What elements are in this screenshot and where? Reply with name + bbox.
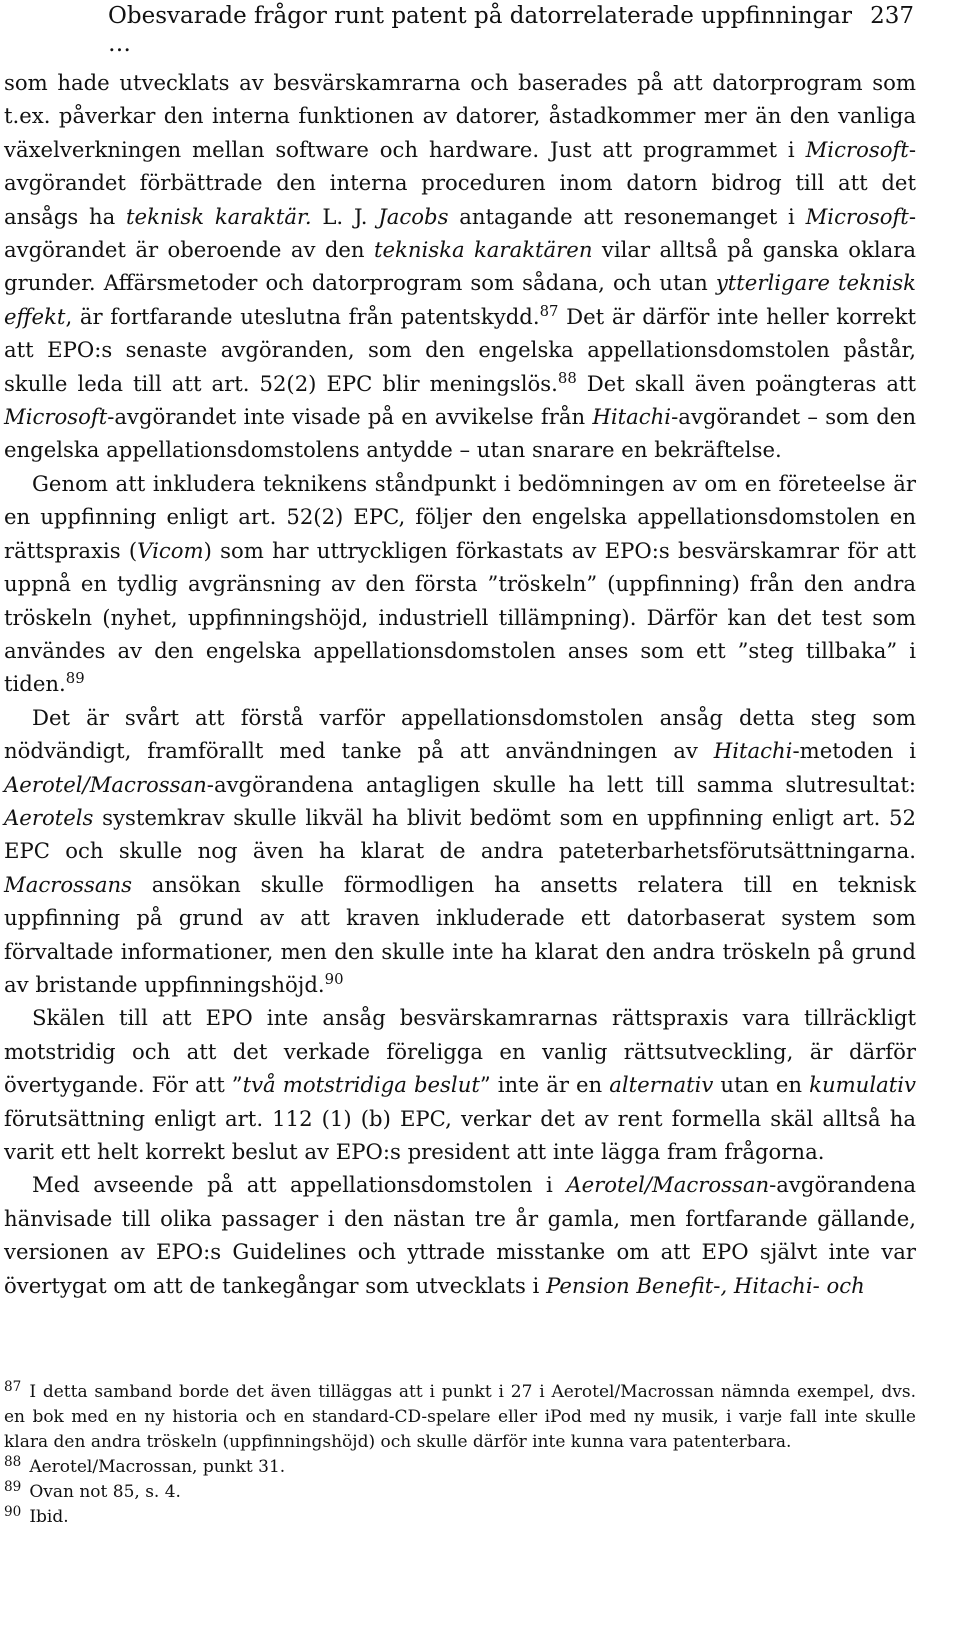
text-run: som hade utvecklats av besvärskamrarna och baserades på att datorprogram som t.ex. påverkar den interna funktionen av datorer, åstadkommer mer än den vanliga växelverkningen mellan software och hardware. Just att programmet i [4,70,916,162]
footnote-text: I detta samband borde det även tilläggas att i punkt i 27 i Aerotel/Macrossan nämnda exempel, dvs. en bok med en ny historia och en standard-CD-spelare eller iPod med ny musik, i varje fall inte skulle klara den andra tröskeln (uppfinningshöjd) och skulle därför inte kunna vara patenterbara. [4,1382,916,1452]
italic-text: Aerotels [4,804,94,830]
footnote-number: 88 [4,1453,22,1470]
text-run: Med avseende på att appellationsdomstolen i [32,1172,567,1198]
footnote-text: Ovan not 85, s. 4. [29,1482,181,1502]
footnote-text: Ibid. [29,1507,69,1527]
text-run: -avgörandena antagligen skulle ha lett till samma slutresultat: [206,771,916,797]
text-run: -avgörandet förbättrade den interna proceduren inom datorn bidrog till att det ansågs ha [4,136,916,229]
text-run: systemkrav skulle likväl ha blivit bedömt som en uppfinning enligt art. 52 EPC och skulle nog även ha klarat de andra pateterbarhetsförutsättningarna. [4,804,916,864]
italic-text: Hitachi [713,738,793,764]
italic-text: Microsoft [805,136,909,162]
italic-text: två motstridiga beslut [242,1072,480,1098]
running-header [108,2,914,58]
text-run: ) som har uttryckligen förkastats av EPO:s besvärskamrar för att uppnå en tydlig avgränsning av den första ”tröskeln” (uppfinning) från den andra tröskeln (nyhet, uppfinningshöjd, industriell tillämpning). Därför kan det test som användes av den engelska appellationsdomstolen anses som ett ”steg tillbaka” i tiden. [4,537,916,697]
footnote-reference: 89 [65,670,85,688]
footnote-reference: 87 [539,302,559,320]
text-run: Det är svårt att förstå varför appellationsdomstolen ansåg detta steg som nödvändigt, framförallt med tanke på att användningen av [4,704,916,764]
page-number: 237 [870,3,914,29]
text-run: Det skall även poängteras att [576,370,916,396]
footnote [4,1480,916,1505]
text-run: Genom att inkludera teknikens ståndpunkt i bedömningen av om en företeelse är en uppfinning enligt art. 52(2) EPC, följer den engelska appellationsdomstolen en rättspraxis ( [4,470,916,563]
text-run: ” inte är en [479,1072,610,1098]
text-run: -avgörandet är oberoende av den [4,203,916,263]
text-run: antagande att resonemanget i [448,203,806,229]
italic-text: tekniska karaktären [373,237,593,263]
italic-text: Macrossans [4,871,132,897]
italic-text: ytterligare teknisk effekt [4,270,916,329]
italic-text: Aerotel/Macrossan [566,1172,770,1198]
text-run: Skälen till att EPO inte ansåg besvärskamrarnas rättspraxis vara tillräckligt motstridig och att det verkade föreligga en vanlig rättsutveckling, är därför övertygande. För att ” [4,1005,916,1098]
footnote-reference: 88 [557,369,577,387]
footnote [4,1380,916,1455]
italic-text: teknisk karaktär. [126,203,312,229]
running-title: Obesvarade frågor runt patent på datorrelaterade uppfinningar … [108,3,852,57]
text-run: , är fortfarande uteslutna från patentskydd. [65,303,540,329]
italic-text: Vicom [137,537,204,563]
text-run: -metoden i [792,738,916,764]
footnote [4,1505,916,1530]
text-run: -avgörandena hänvisade till olika passager i den nästan tre år gamla, men fortfarande gällande, versionen av EPO:s Guidelines och yttrade misstanke om att EPO självt inte var övertygat om att de tankegångar som utvecklats i [4,1172,916,1298]
text-run: utan en [713,1072,810,1098]
paragraph [4,66,916,467]
italic-text: Pension Benefit-, Hitachi- och [546,1272,865,1298]
text-run: vilar alltså på ganska oklara grunder. Affärsmetoder och datorprogram som sådana, och utan [4,237,916,296]
italic-text: Microsoft [4,404,108,430]
italic-text: Aerotel/Macrossan [4,771,207,797]
body-text [4,66,916,1302]
footnote-number: 89 [4,1478,22,1495]
text-run: förutsättning enligt art. 112 (1) (b) EPC, verkar det av rent formella skäl alltså ha varit ett helt korrekt beslut av EPO:s president att inte lägga fram frågorna. [4,1105,916,1164]
italic-text: Microsoft [805,203,909,229]
text-run: Det är därför inte heller korrekt att EPO:s senaste avgöranden, som den engelska appellationsdomstolen påstår, skulle leda till att art. 52(2) EPC blir meningslös. [4,303,916,396]
paragraph [4,1001,916,1168]
text-run: L. J. [311,203,379,229]
footnote-number: 90 [4,1503,22,1520]
italic-text: Hitachi [592,404,672,430]
italic-text: Jacobs [378,203,449,229]
text-run: -avgörandet inte visade på en avvikelse från [107,404,593,430]
paragraph [4,1168,916,1302]
paragraph [4,467,916,701]
text-run: ansökan skulle förmodligen ha ansetts relatera till en teknisk uppfinning på grund av att kraven inkluderade ett datorbaserat system som förvaltade informationer, men den skulle inte ha klarat den andra tröskeln på grund av bristande uppfinningshöjd. [4,871,916,997]
italic-text: kumulativ [809,1072,916,1098]
footnote [4,1455,916,1480]
italic-text: alternativ [609,1072,714,1098]
paragraph [4,701,916,1002]
footnote-text: Aerotel/Macrossan, punkt 31. [29,1457,286,1477]
footnote-reference: 90 [324,970,344,988]
footnotes [4,1380,916,1530]
footnote-number: 87 [4,1378,22,1395]
text-run: -avgörandet – som den engelska appellationsdomstolens antydde – utan snarare en bekräftelse. [4,404,916,463]
